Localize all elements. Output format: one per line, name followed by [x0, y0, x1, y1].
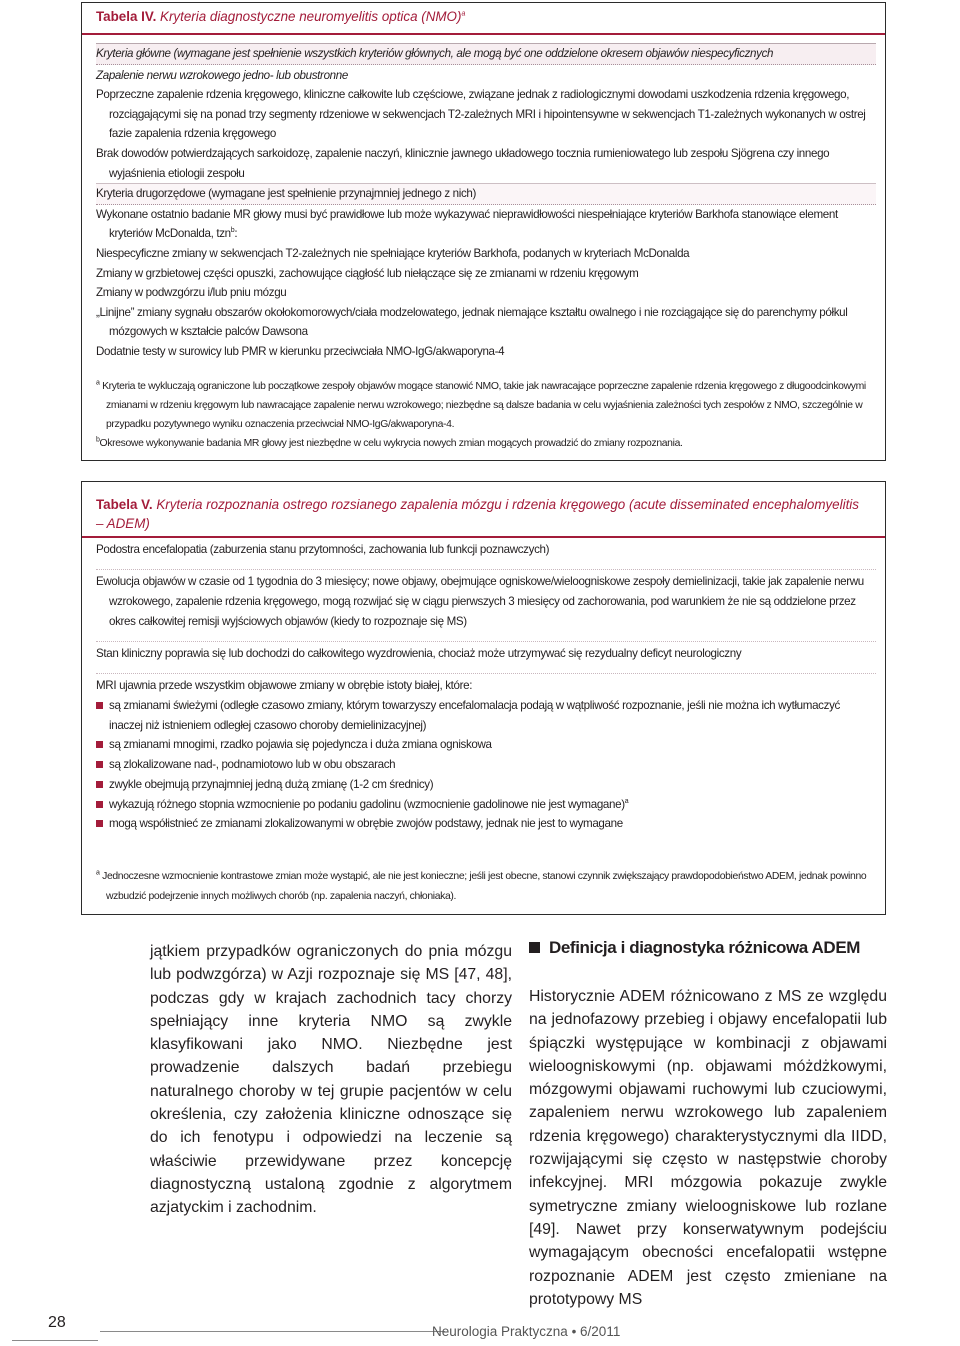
bullet-square-icon: [96, 801, 103, 808]
table-v-body: [96, 538, 876, 834]
table-iv-caption: [96, 9, 465, 24]
section-heading: [529, 938, 860, 958]
table-v-caption: [96, 495, 866, 533]
minor-intro-sup: b: [230, 227, 235, 235]
minor-intro-text: Wykonane ostatnio badanie MR głowy musi być prawidłowe lub może wykazywać nieprawidłowości niespełniające kryteriów Barkhofa stanowiące element kryteriów McDonalda, tzn: [96, 207, 838, 241]
major-criteria-header: Kryteria główne (wymagane jest spełnienie wszystkich kryteriów głównych, ale mogą być one oddzielone okresem objawów niespecyficznych: [96, 43, 876, 65]
bullet-square-icon: [96, 781, 103, 788]
table-iv: [81, 2, 886, 461]
list-item: wykazują różnego stopnia wzmocnienie po podaniu gadolinu (wzmocnienie gadolinowe nie jest wymagane)$^a$: [96, 795, 876, 815]
footnote-a-text: Kryteria te wykluczają ograniczone lub początkowe zespoły objawów mogące stanowić NMO, takie jak nawracające poprzeczne zapalenie rdzenia kręgowego z długoodcinkowymi zmianami w rdzeniu kręgowym lub nawracające zapalenie nerwu wzrokowego; niezbędne są dalsze badania w celu wyjaśnienia zależności tych zespołów z NMO, szczególnie w przypadku pozytywnego wyniku oznaczenia przeciwciał NMO-IgG/akwaporyna-4.: [102, 381, 866, 430]
item-sup: a: [624, 797, 629, 805]
minor-criteria-header: Kryteria drugorzędowe (wymagane jest spełnienie przynajmniej jednego z nich): [96, 183, 876, 205]
mri-intro: MRI ujawnia przede wszystkim objawowe zmiany w obrębie istoty białej, które:: [96, 673, 876, 696]
footnote-a: [96, 377, 876, 434]
footnote-b: [96, 434, 876, 453]
table-v-label: Tabela V.: [96, 497, 153, 512]
table-v-title: Kryteria rozpoznania ostrego rozsianego zapalenia mózgu i rdzenia kręgowego (acute disseminated encephalomyelitis – ADEM): [96, 497, 859, 531]
minor-criterion: Zmiany w podwzgórzu i/lub pniu mózgu: [96, 286, 287, 300]
table-iv-label: Tabela IV.: [96, 9, 157, 24]
table-iv-footnotes: [96, 377, 876, 453]
heading-square-icon: [529, 942, 540, 953]
adem-criterion: Ewolucja objawów w czasie od 1 tygodnia do 3 miesięcy; nowe objawy, obejmujące ogniskowe/wieloogniskowe zespoły demielinizacji, takie jak zapalenie nerwu wzrokowego, zapalenie rdzenia kręgowego, mogą rozwijać się w ciągu pierwszych 3 miesięcy od zachorowania, pod warunkiem że nie są oddzielone przez okres całkowitej remisji wyjściowych objawów (kiedy to rozpoznaje się MS): [96, 569, 876, 632]
footer-rule: [100, 1331, 445, 1332]
footnote-a-mark: a: [96, 379, 100, 387]
mri-criteria-list: [96, 696, 876, 834]
table-iv-title-sup: a: [461, 10, 466, 18]
minor-criteria-intro: [96, 205, 876, 244]
adem-criterion: Stan kliniczny poprawia się lub dochodzi do całkowitego wyzdrowienia, chociaż może utrzymywać się rezydualny deficyt neurologiczny: [96, 641, 876, 664]
minor-criterion: „Linijne” zmiany sygnału obszarów okołokomorowych/ciała modzelowatego, jednak niemające kształtu owalnego i nie rozciągające się do parenchymy półkul mózgowych w kształcie palców Dawsona: [96, 305, 848, 339]
major-criterion: Brak dowodów potwierdzających sarkoidozę, zapalenie naczyń, klinicznie jawnego układowego tocznia rumieniowatego lub zespołu Sjögrena czy innego wyjaśnienia etiologii zespołu: [96, 146, 830, 180]
minor-intro-end: :: [234, 227, 238, 241]
footnote-b-text: Okresowe wykonywanie badania MR głowy jest niezbędne w celu wykrycia nowych zmian mogących prowadzić do zmiany rozpoznania.: [99, 438, 683, 449]
footnote-b-mark: b: [96, 436, 100, 444]
table-iv-title: Kryteria diagnostyczne neuromyelitis optica (NMO): [160, 9, 462, 24]
table-iv-body: [96, 43, 876, 362]
body-left-column: jątkiem przypadków ograniczonych do pnia mózgu lub podwzgórza) w Azji rozpoznaje się MS [47, 48], podczas gdy w krajach zachodnich tacy chorzy spełniający inne kryteria NMO są zwykle klasyfikowani jako NMO. Niezbędne jest prowadzenie dalszych badań przebiegu naturalnego choroby w tej grupie pacjentów w celu określenia, czy założenia kliniczne odnoszące się do ich fenotypu i odpowiedzi na leczenie są właściwie przewidywane przez koncepcję diagnostyczną ustaloną zgodnie z algorytmem azjatyckim i zachodnim.: [150, 943, 512, 1217]
footer-rule-left: [12, 1340, 98, 1341]
bullet-square-icon: [96, 761, 103, 768]
journal-name: Neurologia Praktyczna • 6/2011: [432, 1324, 621, 1339]
table-v: [81, 481, 886, 915]
list-item: mogą współistnieć ze zmianami zlokalizowanymi w obrębie zwojów podstawy, jednak nie jest to wymagane: [96, 814, 876, 834]
body-right-column: Historycznie ADEM różnicowano z MS ze względu na jednofazowy przebieg i objawy encefalopatii lub śpiączki występujące w kombinacji z objawami wieloogniskowymi (np. objawami móżdżkowymi, mózgowymi objawami ruchowymi lub czuciowymi, zapaleniem nerwu wzrokowego lub zapaleniem rdzenia kręgowego) charakterystycznymi dla IIDD, rozwijającymi się często w następstwie choroby infekcyjnej. MRI mózgowia pokazuje zwykle symetryczne zmiany wieloogniskowe lub rozlane [49]. Nawet przy konserwatywnym podejściu wymagającym obecności encefalopatii wstępne rozpoznanie ADEM jest często zmieniane na prototypowy MS: [529, 988, 887, 1308]
adem-criterion: Podostra encefalopatia (zaburzenia stanu przytomności, zachowania lub funkcji poznawczych): [96, 543, 550, 556]
list-item: są zmianami mnogimi, rzadko pojawia się pojedyncza i duża zmiana ogniskowa: [96, 735, 876, 755]
list-item: są zmianami świeżymi (odległe czasowo zmiany, którym towarzyszy encefalomalacja podają w wątpliwość rozpoznanie, jeśli nie można ich wytłumaczyć inaczej niż istnieniem odległej czasowo choroby demielinizacyjnej): [96, 696, 876, 735]
minor-criterion: Zmiany w grzbietowej części opuszki, zachowujące ciągłość lub niełączące się ze zmianami w rdzeniu kręgowym: [96, 266, 639, 280]
bullet-square-icon: [96, 702, 103, 709]
major-criterion: Poprzeczne zapalenie rdzenia kręgowego, kliniczne całkowite lub częściowe, związane jednak z radiologicznymi dowodami uszkodzenia rdzenia kręgowego, rozciągającymi się na ponad trzy segmenty rdzeniowe w sekwencjach T2-zależnych MRI i hipointensywne w sekwencjach T1-zależnych wykonanych w ostrej fazie zapalenia rdzenia kręgowego: [96, 88, 866, 141]
bullet-square-icon: [96, 741, 103, 748]
minor-criterion: Niespecyficzne zmiany w sekwencjach T2-zależnych nie spełniające kryteriów Barkhofa, podanych w kryteriach McDonalda: [96, 246, 690, 260]
list-item: są zlokalizowane nad-, podnamiotowo lub w obu obszarach: [96, 755, 876, 775]
table-v-footnote-mark: a: [96, 869, 100, 877]
section-heading-text: Definicja i diagnostyka różnicowa ADEM: [549, 938, 861, 957]
page-number: 28: [48, 1314, 66, 1331]
table-iv-divider: [82, 33, 885, 35]
bullet-square-icon: [96, 820, 103, 827]
major-criterion: Zapalenie nerwu wzrokowego jedno- lub obustronne: [96, 68, 348, 82]
table-v-footnote: [96, 867, 886, 907]
minor-criterion: Dodatnie testy w surowicy lub PMR w kierunku przeciwciała NMO-IgG/akwaporyna-4: [96, 344, 505, 358]
list-item: zwykle obejmują przynajmniej jedną dużą zmianę (1-2 cm średnicy): [96, 775, 876, 795]
table-v-footnote-text: Jednoczesne wzmocnienie kontrastowe zmian może wystąpić, ale nie jest konieczne; jeśli jest obecne, stanowi czynnik zwiększający prawdopodobieństwo ADEM, jednak powinno wzbudzić podejrzenie innych możliwych chorób (np. zapalenia naczyń, chłoniaka).: [102, 871, 867, 902]
